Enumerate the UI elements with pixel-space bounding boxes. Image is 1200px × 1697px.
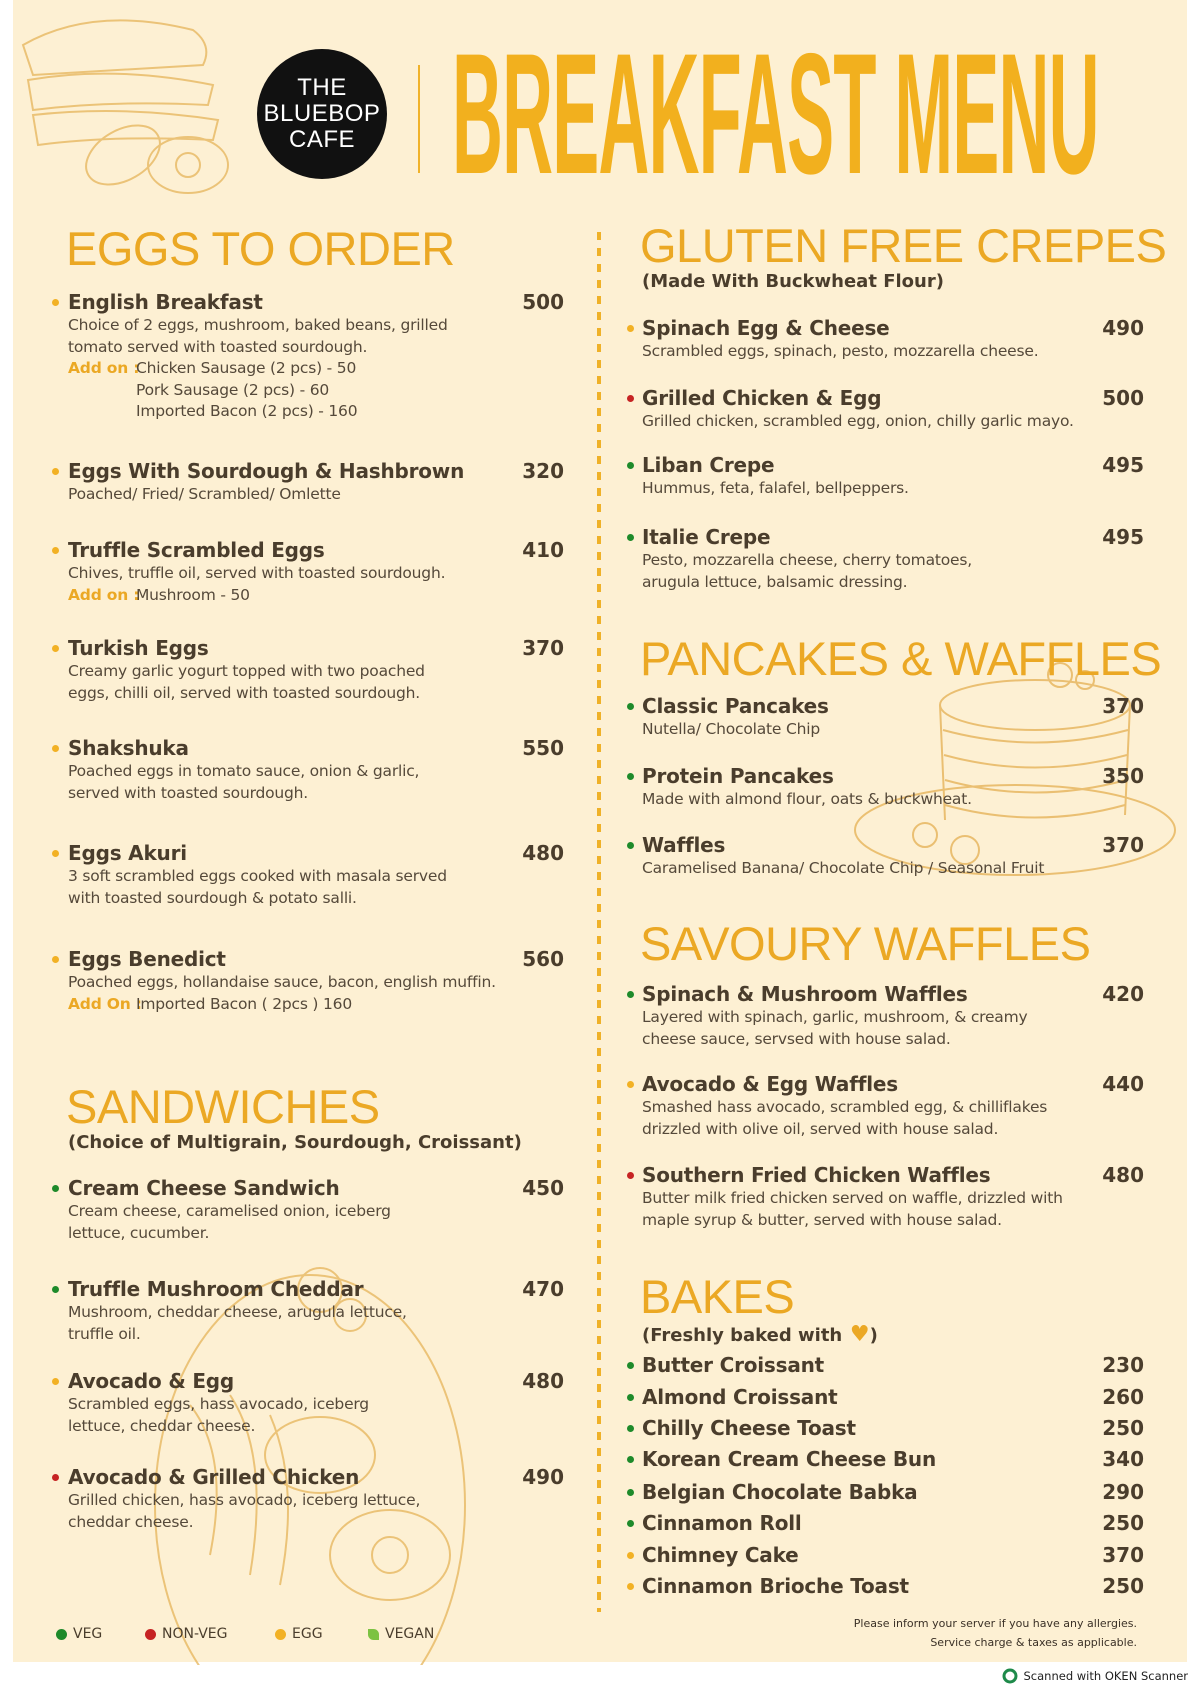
- veg-dot-icon: [627, 1489, 634, 1496]
- item-description: Butter milk fried chicken served on waffle, drizzled with: [642, 1189, 1063, 1207]
- item-name: Classic Pancakes: [642, 694, 829, 718]
- item-price: 420: [1102, 982, 1144, 1006]
- egg-dot-icon: [52, 299, 59, 306]
- item-description: Mushroom, cheddar cheese, arugula lettuce,: [68, 1303, 407, 1321]
- egg-dot-icon: [627, 325, 634, 332]
- item-description: eggs, chilli oil, served with toasted sourdough.: [68, 683, 420, 702]
- addon-option: Imported Bacon (2 pcs) - 160: [136, 402, 358, 420]
- egg-dot-icon: [627, 1583, 634, 1590]
- item-price: 230: [1102, 1353, 1144, 1377]
- item-price: 410: [522, 538, 564, 562]
- item-description: Pesto, mozzarella cheese, cherry tomatoes,: [642, 551, 972, 569]
- veg-dot-icon: [56, 1629, 67, 1640]
- item-description: cheddar cheese.: [68, 1512, 194, 1531]
- addon-label: Add On :: [68, 994, 142, 1013]
- item-description: Chives, truffle oil, served with toasted sourdough.: [68, 564, 446, 582]
- allergy-note: Please inform your server if you have any allergies.: [853, 1617, 1137, 1630]
- subtitle-text: ): [869, 1325, 878, 1346]
- legend-vegan: [368, 1626, 434, 1642]
- item-price: 490: [1102, 316, 1144, 340]
- logo-line: BLUEBOP: [263, 100, 381, 127]
- item-price: 500: [1102, 386, 1144, 410]
- subtitle-text: (Choice of Multigrain, Sourdough, Croissant): [68, 1132, 522, 1153]
- item-price: 495: [1102, 525, 1144, 549]
- item-name: Turkish Eggs: [68, 636, 209, 660]
- veg-dot-icon: [52, 1286, 59, 1293]
- item-description: Poached/ Fried/ Scrambled/ Omlette: [68, 485, 341, 503]
- section-subtitle: [642, 1322, 878, 1347]
- item-price: 560: [522, 947, 564, 971]
- item-name: Southern Fried Chicken Waffles: [642, 1163, 991, 1187]
- item-name: Spinach Egg & Cheese: [642, 316, 890, 340]
- veg-dot-icon: [627, 703, 634, 710]
- item-name: Avocado & Egg: [68, 1369, 235, 1393]
- item-price: 370: [1102, 833, 1144, 857]
- legend-label: EGG: [292, 1626, 323, 1642]
- item-price: 260: [1102, 1385, 1144, 1409]
- egg-dot-icon: [52, 745, 59, 752]
- item-name: Italie Crepe: [642, 525, 771, 549]
- veg-dot-icon: [627, 1456, 634, 1463]
- veg-dot-icon: [627, 1362, 634, 1369]
- egg-dot-icon: [627, 1081, 634, 1088]
- egg-dot-icon: [52, 468, 59, 475]
- legend-label: VEG: [73, 1626, 103, 1642]
- item-name: English Breakfast: [68, 290, 263, 314]
- egg-dot-icon: [52, 1378, 59, 1385]
- egg-dot-icon: [52, 645, 59, 652]
- logo-line: THE: [297, 74, 347, 101]
- item-description: Poached eggs, hollandaise sauce, bacon, english muffin.: [68, 973, 496, 991]
- egg-dot-icon: [627, 1552, 634, 1559]
- veg-dot-icon: [627, 773, 634, 780]
- item-description: Caramelised Banana/ Chocolate Chip / Seasonal Fruit: [642, 859, 1045, 877]
- item-name: Grilled Chicken & Egg: [642, 386, 882, 410]
- section-heading: BAKES: [640, 1270, 795, 1323]
- item-description: Grilled chicken, hass avocado, iceberg lettuce,: [68, 1491, 421, 1509]
- item-description: with toasted sourdough & potato salli.: [68, 888, 357, 907]
- item-description: drizzled with olive oil, served with house salad.: [642, 1119, 999, 1138]
- item-name: Shakshuka: [68, 736, 189, 760]
- item-description: Nutella/ Chocolate Chip: [642, 720, 820, 738]
- item-name: Truffle Scrambled Eggs: [68, 538, 325, 562]
- veg-dot-icon: [627, 462, 634, 469]
- item-description: lettuce, cucumber.: [68, 1223, 210, 1242]
- veg-dot-icon: [627, 1394, 634, 1401]
- veg-dot-icon: [52, 1185, 59, 1192]
- section-heading: SAVOURY WAFFLES: [640, 917, 1091, 970]
- scanner-logo-icon: [1002, 1668, 1018, 1684]
- item-name: Butter Croissant: [642, 1353, 825, 1377]
- item-price: 480: [522, 1369, 564, 1393]
- item-name: Chilly Cheese Toast: [642, 1416, 856, 1440]
- addon-label: Add on :: [68, 359, 140, 377]
- legend-label: VEGAN: [385, 1626, 435, 1642]
- legend-nonveg: [145, 1626, 227, 1642]
- item-description: Hummus, feta, falafel, bellpeppers.: [642, 479, 909, 497]
- item-description: Scrambled eggs, hass avocado, iceberg: [68, 1395, 369, 1413]
- item-description: Made with almond flour, oats & buckwheat.: [642, 790, 972, 808]
- item-name: Protein Pancakes: [642, 764, 834, 788]
- item-name: Cream Cheese Sandwich: [68, 1176, 340, 1200]
- item-price: 480: [1102, 1163, 1144, 1187]
- item-price: 440: [1102, 1072, 1144, 1096]
- item-price: 340: [1102, 1447, 1144, 1471]
- nonveg-dot-icon: [52, 1474, 59, 1481]
- item-price: 490: [522, 1465, 564, 1489]
- section-subtitle: [642, 271, 944, 292]
- addon-option: Mushroom - 50: [136, 585, 250, 604]
- item-description: tomato served with toasted sourdough.: [68, 337, 368, 356]
- item-description: cheese sauce, servsed with house salad.: [642, 1029, 951, 1048]
- item-price: 370: [1102, 694, 1144, 718]
- item-name: Cinnamon Brioche Toast: [642, 1574, 909, 1598]
- item-price: 470: [522, 1277, 564, 1301]
- item-description: 3 soft scrambled eggs cooked with masala served: [68, 867, 447, 885]
- item-description: Choice of 2 eggs, mushroom, baked beans, grilled: [68, 316, 448, 334]
- addon-option: Chicken Sausage (2 pcs) - 50: [136, 359, 357, 377]
- item-price: 450: [522, 1176, 564, 1200]
- legend-veg: [56, 1626, 102, 1642]
- legend-egg: [275, 1626, 323, 1642]
- item-price: 320: [522, 459, 564, 483]
- item-description: Grilled chicken, scrambled egg, onion, chilly garlic mayo.: [642, 412, 1074, 430]
- item-description: maple syrup & butter, served with house salad.: [642, 1210, 1002, 1229]
- section-heading: SANDWICHES: [66, 1080, 380, 1133]
- item-name: Cinnamon Roll: [642, 1511, 802, 1535]
- item-name: Truffle Mushroom Cheddar: [68, 1277, 364, 1301]
- item-name: Eggs With Sourdough & Hashbrown: [68, 459, 465, 483]
- item-description: Scrambled eggs, spinach, pesto, mozzarella cheese.: [642, 342, 1039, 360]
- item-price: 550: [522, 736, 564, 760]
- item-name: Chimney Cake: [642, 1543, 799, 1567]
- item-description: Smashed hass avocado, scrambled egg, & chilliflakes: [642, 1098, 1048, 1116]
- item-description: Poached eggs in tomato sauce, onion & garlic,: [68, 762, 420, 780]
- column-divider: [597, 232, 601, 1612]
- heart-icon: ♥: [842, 1322, 870, 1347]
- item-price: 480: [522, 841, 564, 865]
- item-description: truffle oil.: [68, 1324, 141, 1343]
- item-price: 495: [1102, 453, 1144, 477]
- item-price: 250: [1102, 1574, 1144, 1598]
- addon-option: Imported Bacon ( 2pcs ) 160: [136, 994, 352, 1013]
- item-description: Creamy garlic yogurt topped with two poached: [68, 662, 425, 680]
- item-name: Liban Crepe: [642, 453, 775, 477]
- egg-dot-icon: [52, 850, 59, 857]
- item-price: 500: [522, 290, 564, 314]
- item-description: lettuce, cheddar cheese.: [68, 1416, 256, 1435]
- item-price: 370: [1102, 1543, 1144, 1567]
- legend-label: NON-VEG: [162, 1626, 228, 1642]
- item-price: 370: [522, 636, 564, 660]
- egg-dot-icon: [275, 1629, 286, 1640]
- item-description: arugula lettuce, balsamic dressing.: [642, 572, 908, 591]
- item-name: Eggs Akuri: [68, 841, 187, 865]
- item-name: Avocado & Grilled Chicken: [68, 1465, 360, 1489]
- subtitle-text: (Freshly baked with: [642, 1325, 843, 1346]
- cafe-logo: [257, 49, 387, 179]
- item-name: Almond Croissant: [642, 1385, 838, 1409]
- subtitle-text: (Made With Buckwheat Flour): [642, 271, 944, 292]
- veg-dot-icon: [627, 842, 634, 849]
- item-price: 250: [1102, 1416, 1144, 1440]
- nonveg-dot-icon: [145, 1629, 156, 1640]
- item-name: Eggs Benedict: [68, 947, 226, 971]
- addon-label: Add on :: [68, 585, 140, 604]
- addon-option: Pork Sausage (2 pcs) - 60: [136, 380, 330, 399]
- item-description: Cream cheese, caramelised onion, iceberg: [68, 1202, 391, 1220]
- scanner-text: Scanned with OKEN Scanner: [1023, 1669, 1188, 1683]
- header-divider: [418, 65, 420, 173]
- nonveg-dot-icon: [627, 395, 634, 402]
- item-name: Belgian Chocolate Babka: [642, 1480, 918, 1504]
- egg-dot-icon: [52, 956, 59, 963]
- section-heading: PANCAKES & WAFFLES: [640, 632, 1162, 685]
- vegan-leaf-icon: [368, 1629, 379, 1640]
- item-name: Spinach & Mushroom Waffles: [642, 982, 968, 1006]
- veg-dot-icon: [627, 991, 634, 998]
- scanner-watermark: [1002, 1668, 1189, 1684]
- page-title: BREAKFAST MENU: [452, 18, 1099, 210]
- veg-dot-icon: [627, 1425, 634, 1432]
- item-name: Waffles: [642, 833, 726, 857]
- nonveg-dot-icon: [627, 1172, 634, 1179]
- item-description: served with toasted sourdough.: [68, 783, 309, 802]
- section-subtitle: [68, 1132, 522, 1153]
- section-heading: EGGS TO ORDER: [66, 222, 455, 275]
- logo-line: CAFE: [288, 126, 355, 153]
- item-description: Layered with spinach, garlic, mushroom, & creamy: [642, 1008, 1028, 1026]
- section-heading: GLUTEN FREE CREPES: [640, 219, 1167, 272]
- service-charge-note: Service charge & taxes as applicable.: [930, 1636, 1137, 1649]
- item-name: Avocado & Egg Waffles: [642, 1072, 898, 1096]
- item-name: Korean Cream Cheese Bun: [642, 1447, 937, 1471]
- veg-dot-icon: [627, 534, 634, 541]
- veg-dot-icon: [627, 1520, 634, 1527]
- item-price: 290: [1102, 1480, 1144, 1504]
- egg-dot-icon: [52, 547, 59, 554]
- item-price: 350: [1102, 764, 1144, 788]
- item-price: 250: [1102, 1511, 1144, 1535]
